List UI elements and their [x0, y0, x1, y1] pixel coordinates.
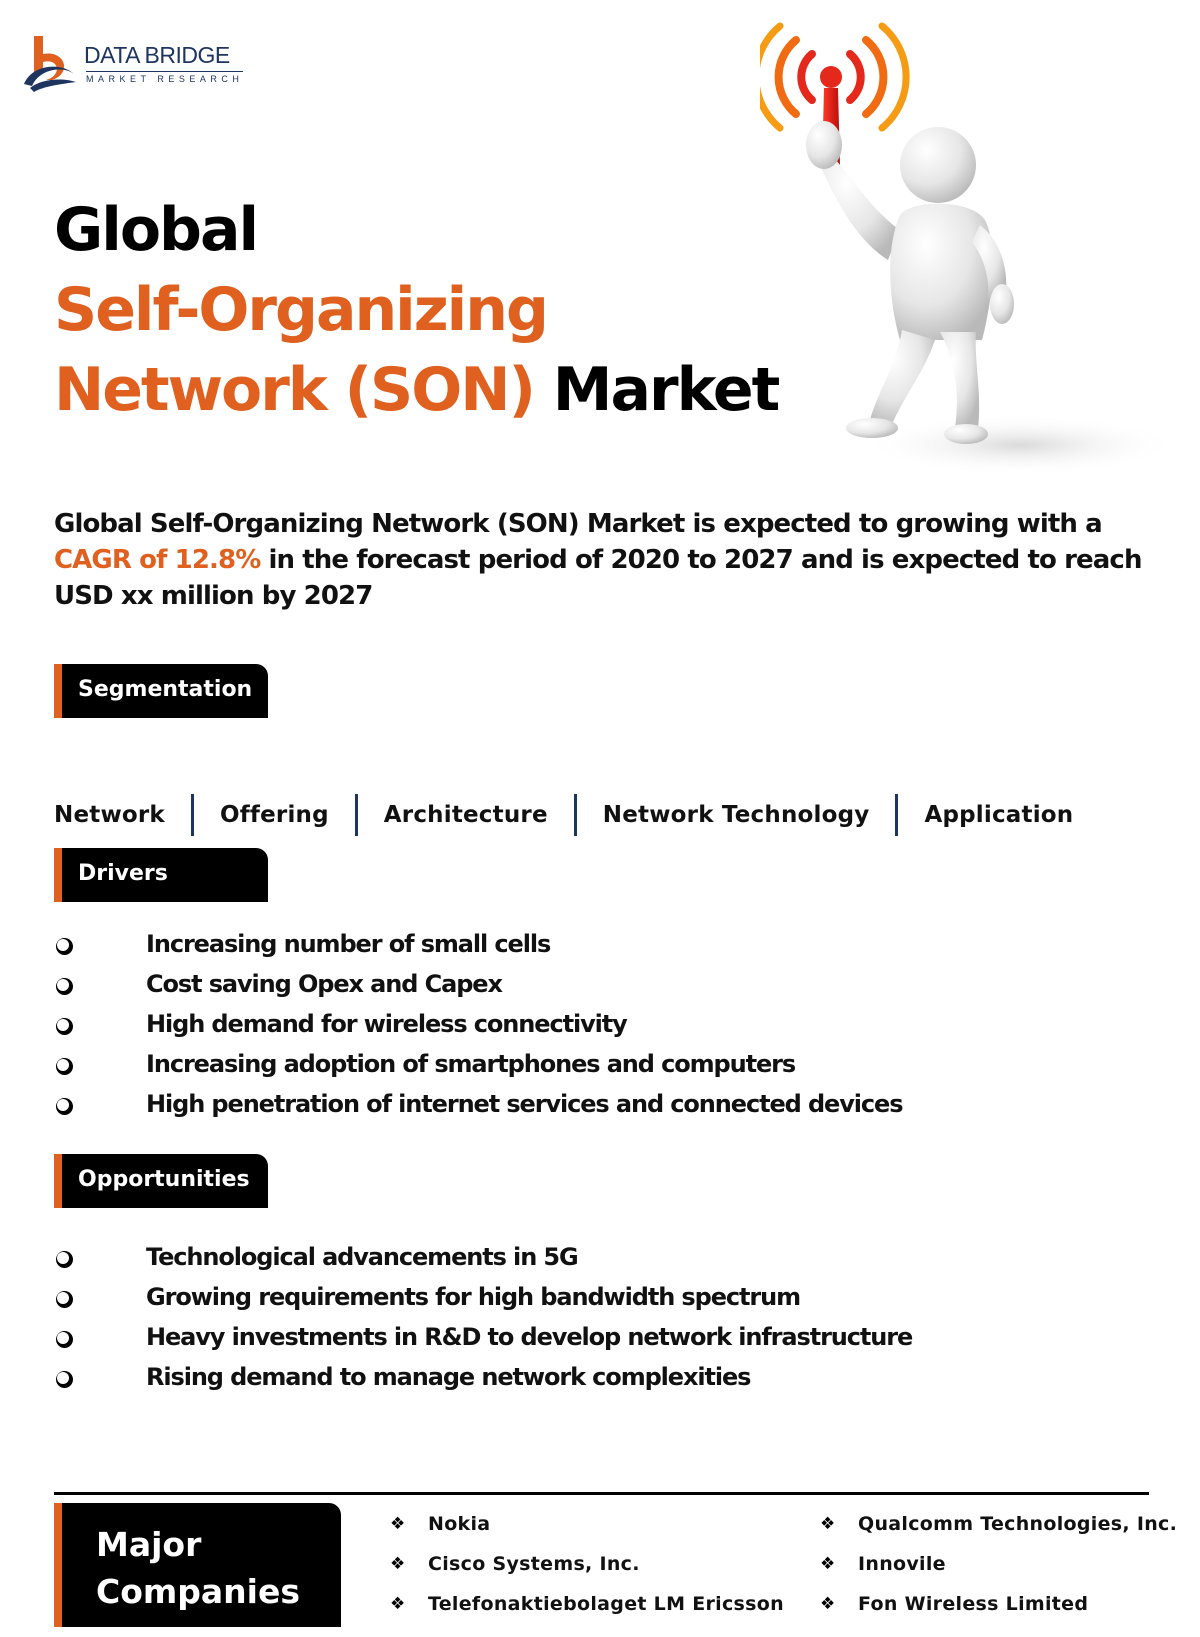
segmentation-heading: Segmentation	[54, 664, 268, 718]
hollow-circle-bullet-icon	[56, 1251, 73, 1268]
company-name: Telefonaktiebolaget LM Ericsson	[428, 1593, 784, 1615]
hollow-circle-bullet-icon	[56, 1058, 73, 1075]
title-line-3-dark: Market	[533, 355, 779, 425]
intro-text-2: in the forecast period of 2020 to 2027 and is expected to reach USD xx million by 2027	[54, 545, 1142, 611]
opportunities-heading: Opportunities	[54, 1154, 268, 1208]
segment-architecture: Architecture	[383, 802, 548, 828]
segment-divider	[574, 794, 577, 836]
segment-divider	[895, 794, 898, 836]
opportunity-text: Rising demand to manage network complexities	[146, 1363, 751, 1391]
major-companies-heading	[54, 1503, 341, 1627]
page-title	[54, 190, 778, 430]
brand-logo	[22, 34, 244, 96]
company-name: Fon Wireless Limited	[858, 1593, 1089, 1615]
segment-network-technology: Network Technology	[602, 802, 870, 828]
major-companies-label	[96, 1521, 336, 1615]
hero-illustration	[760, 10, 1180, 490]
hollow-circle-bullet-icon	[56, 1371, 73, 1388]
company-name: Nokia	[428, 1513, 491, 1535]
company-name: Innovile	[858, 1553, 946, 1575]
four-diamond-bullet-icon: ❖	[820, 1594, 836, 1614]
hollow-circle-bullet-icon	[56, 1291, 73, 1308]
segment-network: Network	[54, 802, 165, 828]
hollow-circle-bullet-icon	[56, 978, 73, 995]
company-name: Cisco Systems, Inc.	[428, 1553, 640, 1575]
four-diamond-bullet-icon: ❖	[390, 1514, 406, 1534]
opportunity-text: Growing requirements for high bandwidth spectrum	[146, 1283, 801, 1311]
intro-paragraph	[54, 506, 1164, 614]
segment-divider	[191, 794, 194, 836]
figure-holding-antenna-icon	[760, 10, 1180, 490]
driver-text: Cost saving Opex and Capex	[146, 970, 502, 998]
segment-application: Application	[924, 802, 1074, 828]
hollow-circle-bullet-icon	[56, 1098, 73, 1115]
driver-text: Increasing adoption of smartphones and computers	[146, 1050, 796, 1078]
major-label-line-2: Companies	[96, 1572, 300, 1611]
segment-list	[54, 794, 1073, 836]
drivers-heading: Drivers	[54, 848, 268, 902]
company-name: Qualcomm Technologies, Inc.	[858, 1513, 1178, 1535]
four-diamond-bullet-icon: ❖	[820, 1514, 836, 1534]
segment-divider	[355, 794, 358, 836]
intro-text-1: Global Self-Organizing Network (SON) Market is expected to growing with a	[54, 509, 1102, 539]
hollow-circle-bullet-icon	[56, 1331, 73, 1348]
four-diamond-bullet-icon: ❖	[390, 1554, 406, 1574]
driver-text: High penetration of internet services and connected devices	[146, 1090, 903, 1118]
brand-tagline: MARKET RESEARCH	[86, 71, 243, 84]
opportunity-text: Technological advancements in 5G	[146, 1243, 578, 1271]
title-line-3	[54, 350, 778, 430]
opportunity-text: Heavy investments in R&D to develop network infrastructure	[146, 1323, 913, 1351]
title-line-3-orange: Network (SON)	[54, 355, 534, 425]
brand-name: DATA BRIDGE	[84, 42, 230, 68]
hollow-circle-bullet-icon	[56, 938, 73, 955]
data-bridge-logo-icon	[22, 34, 82, 94]
cagr-highlight: CAGR of 12.8%	[54, 545, 261, 575]
title-line-1: Global	[54, 195, 258, 265]
four-diamond-bullet-icon: ❖	[820, 1554, 836, 1574]
four-diamond-bullet-icon: ❖	[390, 1594, 406, 1614]
hollow-circle-bullet-icon	[56, 1018, 73, 1035]
segment-offering: Offering	[219, 802, 329, 828]
title-line-2: Self-Organizing	[54, 275, 547, 345]
section-divider	[54, 1492, 1149, 1495]
driver-text: High demand for wireless connectivity	[146, 1010, 627, 1038]
driver-text: Increasing number of small cells	[146, 930, 551, 958]
major-label-line-1: Major	[96, 1525, 202, 1564]
